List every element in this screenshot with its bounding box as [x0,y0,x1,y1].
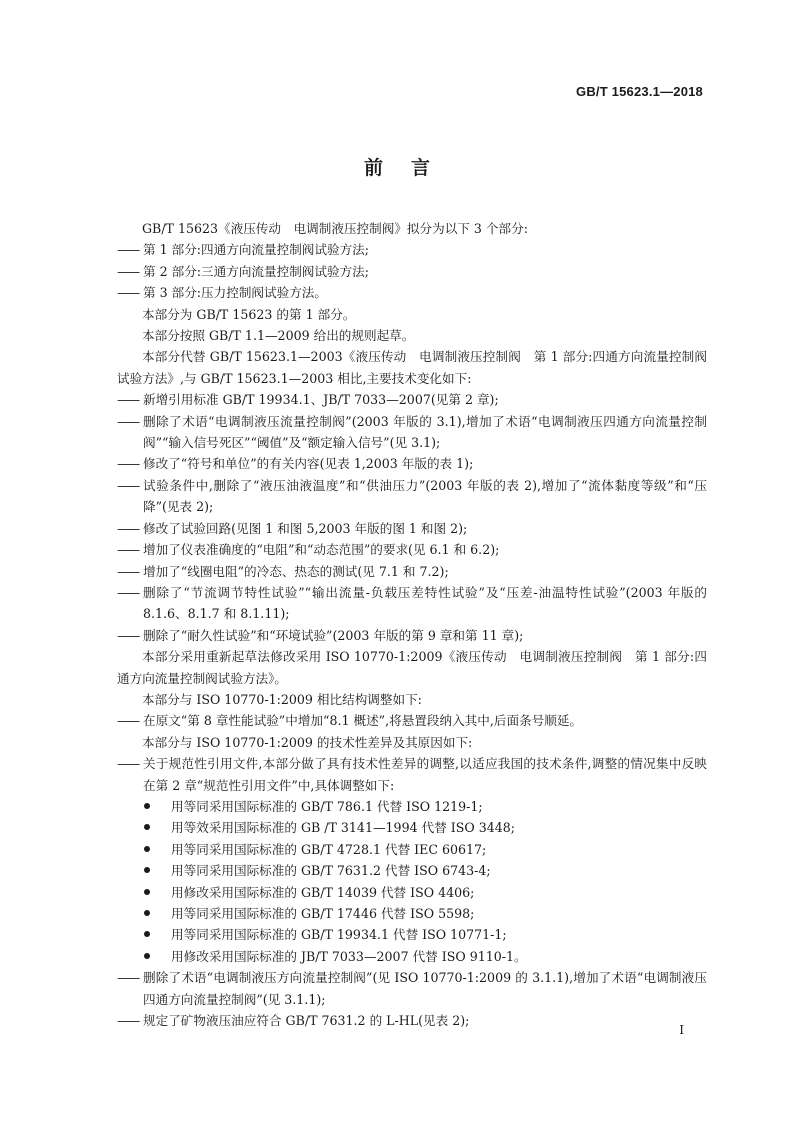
dash-list-item [117,582,707,625]
paragraph: 本部分采用重新起草法修改采用 ISO 10770-1:2009《液压传动 电调制液压控制阀 第 1 部分:四通方向流量控制阀试验方法》。 [117,649,707,686]
dash-item-text: 新增引用标准 GB/T 19934.1、JB/T 7033—2007(见第 2 章); [143,392,499,408]
bullet-item-text: 用等同采用国际标准的 GB/T 19934.1 代替 ISO 10771-1; [171,927,507,943]
paragraph: 本部分与 ISO 10770-1:2009 相比结构调整如下: [142,691,422,707]
foreword-body [117,218,707,1031]
em-dash-marker: —— [117,1013,139,1029]
dash-list-item [117,518,707,539]
bullet-dot-icon [144,953,150,959]
dash-item-text: 第 3 部分:压力控制阀试验方法。 [143,285,327,301]
dash-item-text: 第 2 部分:三通方向流量控制阀试验方法; [143,263,370,279]
bullet-dot-icon [144,889,150,895]
em-dash-marker: —— [117,756,139,772]
dash-item-text: 修改了“符号和单位”的有关内容(见表 1,2003 年版的表 1); [143,456,474,472]
bullet-item-text: 用等同采用国际标准的 GB/T 7631.2 代替 ISO 6743-4; [171,863,491,879]
em-dash-marker: —— [117,713,139,729]
dash-item-text: 规定了矿物液压油应符合 GB/T 7631.2 的 L-HL(见表 2); [143,1013,470,1029]
dash-list-item [117,411,707,454]
bullet-list-item [117,860,707,881]
dash-list-item [117,967,707,1010]
paragraph: 本部分为 GB/T 15623 的第 1 部分。 [142,306,356,322]
em-dash-marker: —— [117,392,139,408]
bullet-item-text: 用等效采用国际标准的 GB /T 3141—1994 代替 ISO 3448; [171,820,516,836]
dash-list-item [117,561,707,582]
bullet-dot-icon [144,803,150,809]
dash-item-text: 删除了术语“电调制液压方向流量控制阀”(见 ISO 10770-1:2009 的 3.1.1),增加了术语“电调制液压四通方向流量控制阀”(见 3.1.1); [143,970,707,1007]
bullet-list-item [117,839,707,860]
dash-item-text: 第 1 部分:四通方向流量控制阀试验方法; [143,242,370,258]
dash-item-text: 删除了“节流调节特性试验”“输出流量-负载压差特性试验”及“压差-油温特性试验”(2003 年版的 8.1.6、8.1.7 和 8.1.11); [143,584,707,622]
bullet-dot-icon [144,846,150,852]
em-dash-marker: —— [117,584,139,600]
dash-list-item [117,753,707,796]
em-dash-marker: —— [117,263,139,279]
paragraph: 本部分代替 GB/T 15623.1—2003《液压传动 电调制液压控制阀 第 1 部分:四通方向流量控制阀试验方法》,与 GB/T 15623.1—2003 相比,主要技术变化如下: [117,349,707,386]
bullet-list-item [117,903,707,924]
bullet-dot-icon [144,867,150,873]
page-number: I [679,1023,684,1037]
dash-list-item [117,389,707,410]
em-dash-marker: —— [117,413,139,429]
em-dash-marker: —— [117,563,139,579]
dash-item-text: 删除了“耐久性试验”和“环境试验”(2003 年版的第 9 章和第 11 章); [143,627,524,643]
bullet-dot-icon [144,931,150,937]
em-dash-marker: —— [117,542,139,558]
dash-list-item [117,453,707,474]
bullet-list-item [117,946,707,967]
bullet-item-text: 用等同采用国际标准的 GB/T 17446 代替 ISO 5598; [171,906,475,921]
em-dash-marker: —— [117,477,139,493]
paragraph: 本部分与 ISO 10770-1:2009 的技术性差异及其原因如下: [142,734,473,750]
dash-item-text: 删除了术语“电调制液压流量控制阀”(2003 年版的 3.1),增加了术语“电调制液压四通方向流量控制阀”“输入信号死区”“阈值”及“额定输入信号”(见 3.1); [143,413,707,451]
dash-item-text: 修改了试验回路(见图 1 和图 5,2003 年版的图 1 和图 2); [143,520,468,536]
dash-list-item [117,282,707,303]
bullet-dot-icon [144,824,150,830]
bullet-item-text: 用等同采用国际标准的 GB/T 786.1 代替 ISO 1219-1; [171,798,483,814]
paragraph: 本部分按照 GB/T 1.1—2009 给出的规则起草。 [142,328,415,344]
bullet-dot-icon [144,910,150,916]
standard-number: GB/T 15623.1—2018 [576,84,703,99]
dash-list-item [117,625,707,646]
dash-list-item [117,710,707,731]
dash-list-item [117,239,707,260]
bullet-item-text: 用等同采用国际标准的 GB/T 4728.1 代替 IEC 60617; [171,841,487,857]
em-dash-marker: —— [117,627,139,643]
bullet-list-item [117,796,707,817]
bullet-list-item [117,817,707,838]
bullet-list-item [117,882,707,903]
bullet-list-item [117,924,707,945]
dash-list-item [117,539,707,560]
em-dash-marker: —— [117,242,139,258]
em-dash-marker: —— [117,285,139,301]
dash-item-text: 试验条件中,删除了“液压油液温度”和“供油压力”(2003 年版的表 2),增加了“流体黏度等级”和“压降”(见表 2); [143,477,707,515]
dash-item-text: 增加了仪表准确度的“电阻”和“动态范围”的要求(见 6.1 和 6.2); [143,542,500,558]
em-dash-marker: —— [117,520,139,536]
paragraph: GB/T 15623《液压传动 电调制液压控制阀》拟分为以下 3 个部分: [142,221,528,236]
dash-list-item [117,1010,707,1031]
dash-item-text: 在原文“第 8 章性能试验”中增加“8.1 概述”,将悬置段纳入其中,后面条号顺延。 [143,713,583,729]
bullet-item-text: 用修改采用国际标准的 JB/T 7033—2007 代替 ISO 9110-1。 [171,948,527,964]
bullet-item-text: 用修改采用国际标准的 GB/T 14039 代替 ISO 4406; [171,884,475,900]
dash-item-text: 关于规范性引用文件,本部分做了具有技术性差异的调整,以适应我国的技术条件,调整的情况集中反映在第 2 章“规范性引用文件”中,具体调整如下: [143,756,707,793]
page-title: 前言 [363,157,458,179]
dash-list-item [117,261,707,282]
dash-item-text: 增加了“线圈电阻”的冷态、热态的测试(见 7.1 和 7.2); [143,563,449,579]
dash-list-item [117,475,707,518]
em-dash-marker: —— [117,456,139,472]
em-dash-marker: —— [117,970,139,986]
